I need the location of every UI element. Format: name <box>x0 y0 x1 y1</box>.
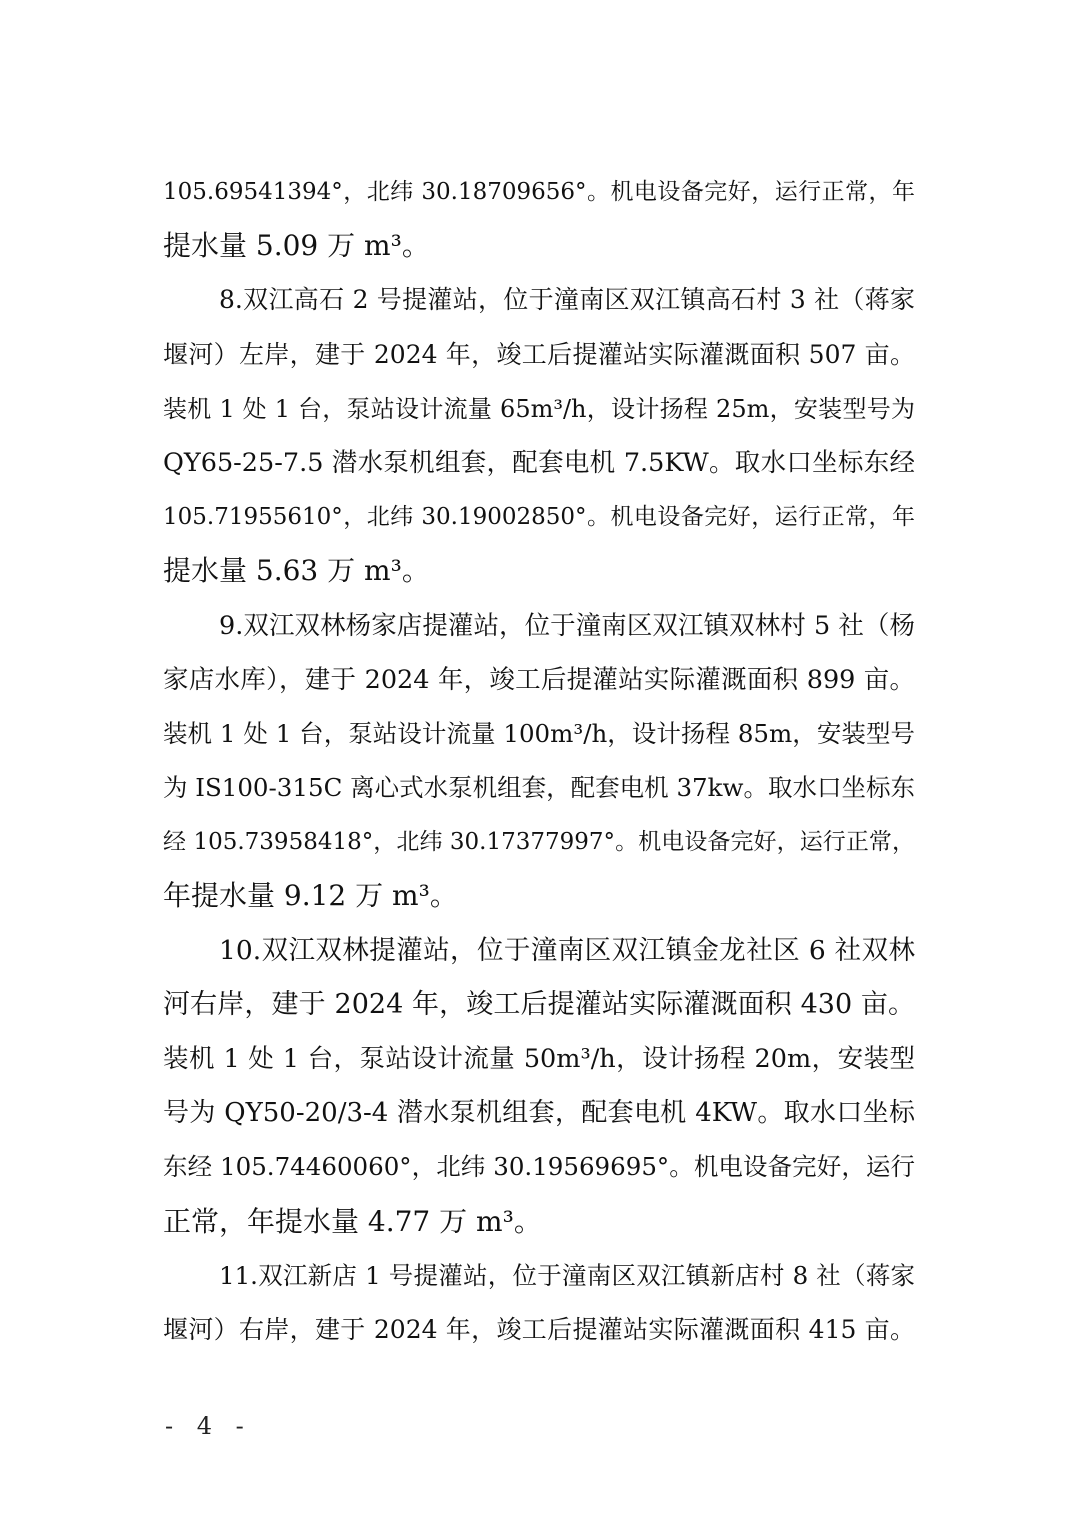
text-line: 河右岸，建于 2024 年，竣工后提灌站实际灌溉面积 430 亩。 <box>163 988 915 1020</box>
text-line: 家店水库），建于 2024 年，竣工后提灌站实际灌溉面积 899 亩。 <box>163 664 915 695</box>
paragraph-first-line: 8.双江高石 2 号提灌站，位于潼南区双江镇高石村 3 社（蒋家 <box>219 285 915 315</box>
text-line: 105.71955610°，北纬 30.19002850°。机电设备完好，运行正常，年 <box>163 504 915 531</box>
text-line: 年提水量 9.12 万 m³。 <box>163 879 458 913</box>
document-body <box>163 165 915 1357</box>
text-line: QY65-25-7.5 潜水泵机组套，配套电机 7.5KW。取水口坐标东经 <box>163 447 915 478</box>
text-line: 为 IS100-315C 离心式水泵机组套，配套电机 37kw。取水口坐标东 <box>163 773 915 803</box>
text-line: 堰河）左岸，建于 2024 年，竣工后提灌站实际灌溉面积 507 亩。 <box>163 339 915 369</box>
paragraph-first-line: 11.双江新店 1 号提灌站，位于潼南区双江镇新店村 8 社（蒋家 <box>219 1260 915 1290</box>
text-line: 装机 1 处 1 台，泵站设计流量 100m³/h，设计扬程 85m，安装型号 <box>163 718 915 748</box>
text-line: 堰河）右岸，建于 2024 年，竣工后提灌站实际灌溉面积 415 亩。 <box>163 1314 915 1344</box>
paragraph-first-line: 9.双江双林杨家店提灌站，位于潼南区双江镇双林村 5 社（杨 <box>219 610 915 641</box>
paragraph-first-line: 10.双江双林提灌站，位于潼南区双江镇金龙社区 6 社双林 <box>219 934 915 966</box>
text-line: 装机 1 处 1 台，泵站设计流量 65m³/h，设计扬程 25m，安装型号为 <box>163 394 915 423</box>
text-line: 经 105.73958418°，北纬 30.17377997°。机电设备完好，运行正常， <box>163 829 915 856</box>
text-line: 提水量 5.63 万 m³。 <box>163 554 430 588</box>
page-number: - 4 - <box>165 1412 252 1440</box>
text-line: 装机 1 处 1 台，泵站设计流量 50m³/h，设计扬程 20m，安装型 <box>163 1044 915 1074</box>
text-line: 东经 105.74460060°，北纬 30.19569695°。机电设备完好，运行 <box>163 1152 915 1182</box>
text-line: 号为 QY50-20/3-4 潜水泵机组套，配套电机 4KW。取水口坐标 <box>163 1098 915 1129</box>
text-line: 105.69541394°，北纬 30.18709656°。机电设备完好，运行正常，年 <box>163 179 915 205</box>
text-line: 正常，年提水量 4.77 万 m³。 <box>163 1204 542 1238</box>
text-line: 提水量 5.09 万 m³。 <box>163 229 430 263</box>
